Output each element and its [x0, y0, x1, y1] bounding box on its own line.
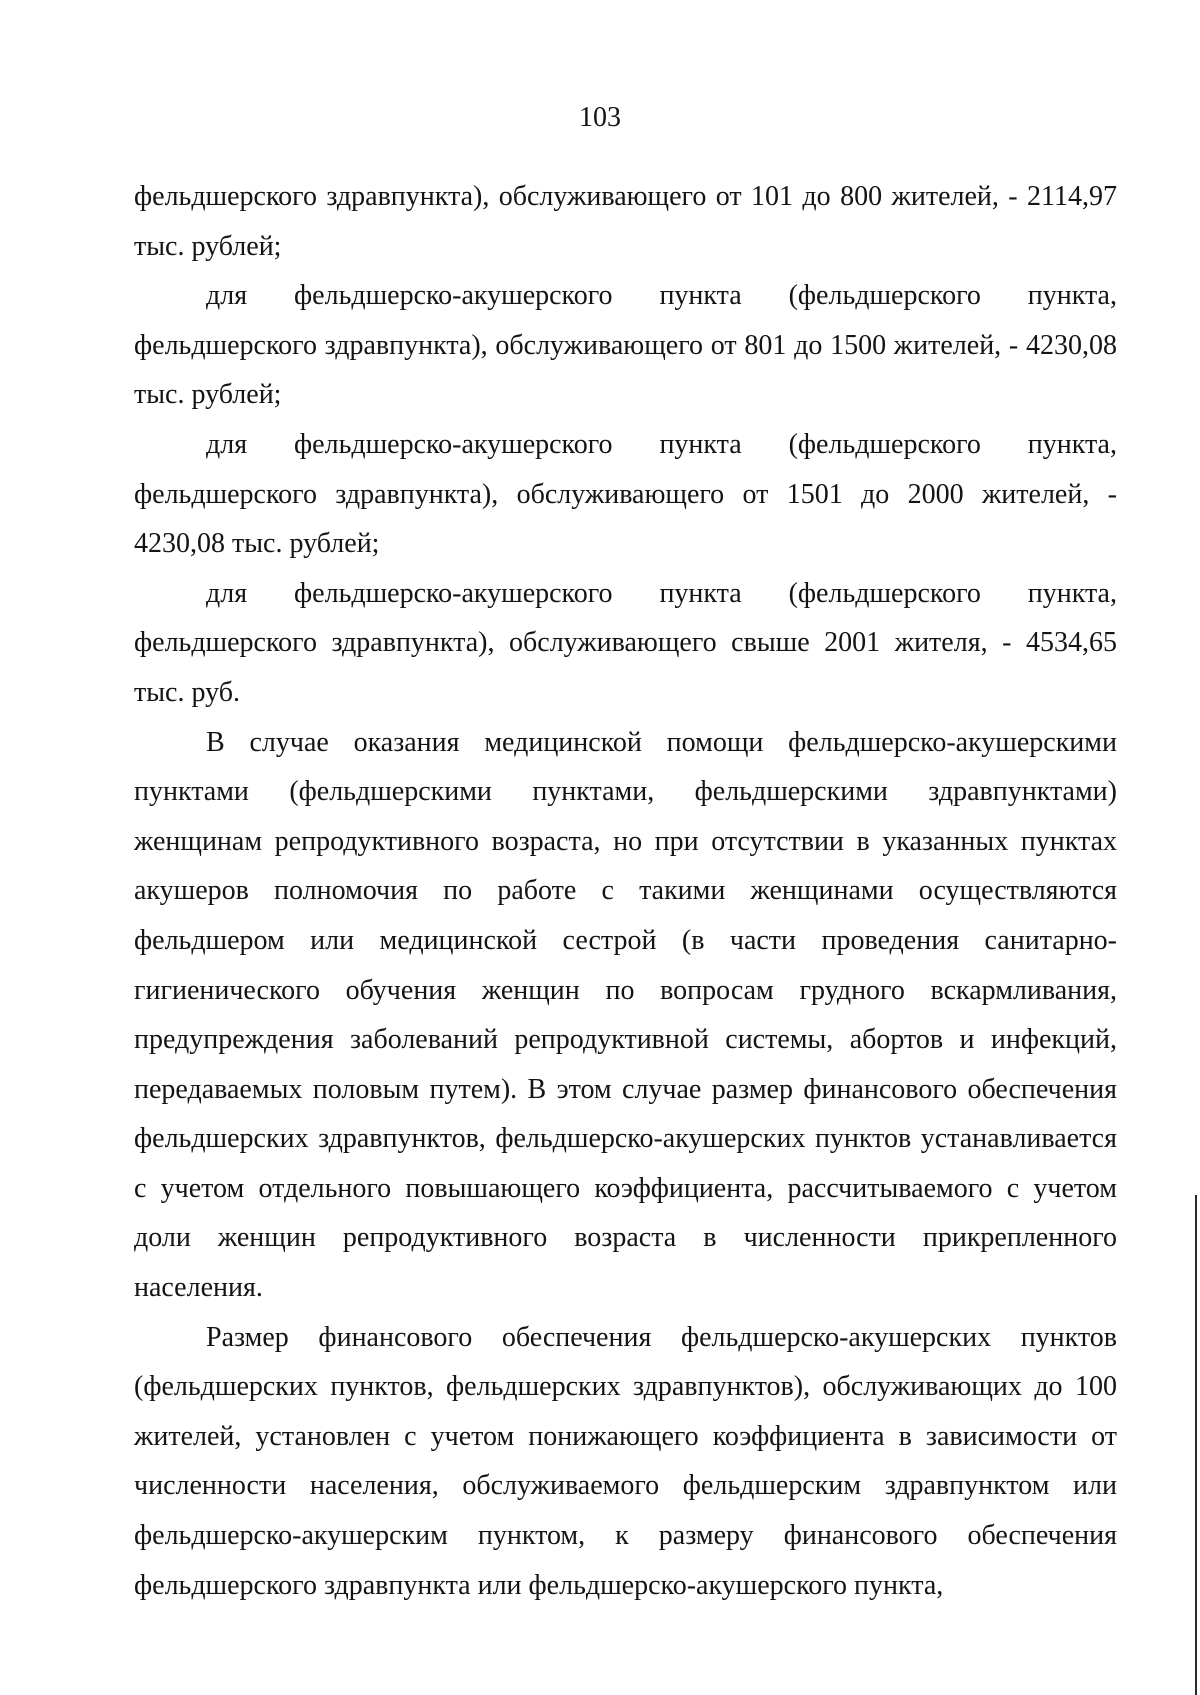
paragraph-financing-size: Размер финансового обеспечения фельдшерско-акушерских пунктов (фельдшерских пунктов, фельдшерских здравпунктов), обслуживающих до 100 жителей, установлен с учетом понижающего коэффициента в зависимости от численности населения, обслуживаемого фельдшерским здравпунктом или фельдшерско-акушерским пунктом, к размеру финансового обеспечения фельдшерского здравпункта или фельдшерско-акушерского пункта, — [134, 1321, 1117, 1601]
page-number: 103 — [579, 102, 621, 133]
paragraph-801-1500: для фельдшерско-акушерского пункта (фельдшерского пункта, фельдшерского здравпункта), обслуживающего от 801 до 1500 жителей, - 4230,08 тыс. рублей; — [134, 280, 1117, 411]
scan-edge-line — [1195, 1195, 1197, 1695]
paragraph-continuation: фельдшерского здравпункта), обслуживающего от 101 до 800 жителей, - 2114,97 тыс. рублей; — [134, 181, 1117, 262]
paragraph-reproductive-age: В случае оказания медицинской помощи фельдшерско-акушерскими пунктами (фельдшерскими пунктами, фельдшерскими здравпунктами) женщинам репродуктивного возраста, но при отсутствии в указанных пунктах акушеров полномочия по работе с такими женщинами осуществляются фельдшером или медицинской сестрой (в части проведения санитарно-гигиенического обучения женщин по вопросам грудного вскармливания, предупреждения заболеваний репродуктивной системы, абортов и инфекций, передаваемых половым путем). В этом случае размер финансового обеспечения фельдшерских здравпунктов, фельдшерско-акушерских пунктов устанавливается с учетом отдельного повышающего коэффициента, рассчитываемого с учетом доли женщин репродуктивного возраста в численности прикрепленного населения. — [134, 726, 1117, 1304]
document-body — [134, 172, 1117, 1610]
paragraph-over-2001: для фельдшерско-акушерского пункта (фельдшерского пункта, фельдшерского здравпункта), обслуживающего свыше 2001 жителя, - 4534,65 тыс. руб. — [134, 577, 1117, 708]
paragraph-1501-2000: для фельдшерско-акушерского пункта (фельдшерского пункта, фельдшерского здравпункта), обслуживающего от 1501 до 2000 жителей, - 4230,08 тыс. рублей; — [134, 428, 1117, 560]
